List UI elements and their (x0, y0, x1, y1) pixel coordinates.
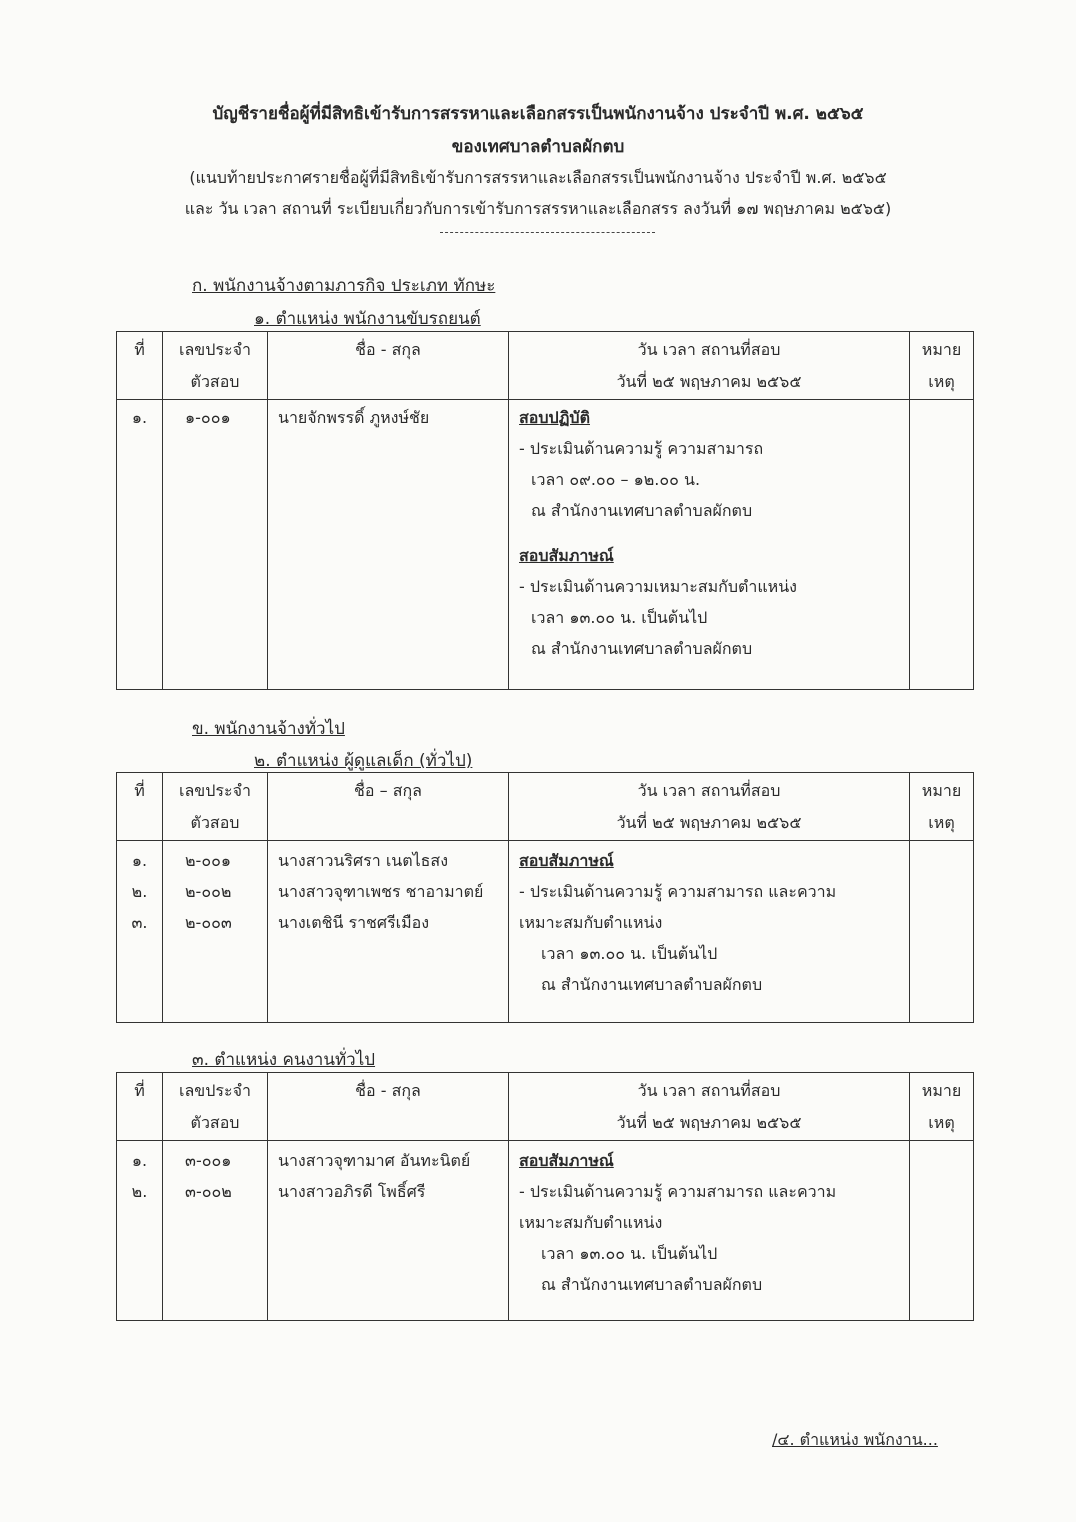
cell-exam: สอบปฏิบัติ - ประเมินด้านความรู้ ความสามารถ เวลา ๐๙.๐๐ – ๑๒.๐๐ น. ณ สำนักงานเทศบาลตำบลผักตบ สอบสัมภาษณ์ - ประเมินด้านความเหมาะสมกับตำแหน่ง เวลา ๑๓.๐๐ น. เป็นต้นไป ณ สำนักงานเทศบาลตำบลผักตบ (509, 400, 910, 690)
doc-subtitle-1: (แนบท้ายประกาศรายชื่อผู้ที่มีสิทธิเข้ารับการสรรหาและเลือกสรรเป็นพนักงานจ้าง ประจำปี พ.ศ. ๒๕๖๕ (189, 168, 887, 187)
cell-name: นางสาวนริศรา เนตไธสง นางสาวจุฑาเพชร ชาอามาตย์ นางเตชินี ราชศรีเมือง (268, 841, 509, 1023)
col-name-header: ชื่อ - สกุล (268, 1073, 509, 1141)
table-header-row (117, 1073, 974, 1141)
col-remark-header: หมาย เหตุ (910, 773, 974, 841)
cell-name: นางสาวจุฑามาศ อันทะนิตย์ นางสาวอภิรดี โพธิ์ศรี (268, 1141, 509, 1321)
cell-no: ๑. ๒. ๓. (117, 841, 163, 1023)
table-a (116, 331, 974, 690)
divider (440, 232, 655, 233)
table-header-row (117, 332, 974, 400)
col-name-header: ชื่อ – สกุล (268, 773, 509, 841)
cell-name: นายจักพรรดิ์ ภูหงษ์ชัย (268, 400, 509, 690)
col-id-header: เลขประจำ ตัวสอบ (163, 1073, 268, 1141)
section-b-title: ข. พนักงานจ้างทั่วไป (192, 719, 345, 739)
col-no-header: ที่ (117, 773, 163, 841)
table-c (116, 1072, 974, 1321)
section-a-position: ๑. ตำแหน่ง พนักงานขับรถยนต์ (254, 309, 481, 329)
cell-no: ๑. (117, 400, 163, 690)
page-continuation: /๔. ตำแหน่ง พนักงาน... (772, 1430, 938, 1449)
col-exam-header: วัน เวลา สถานที่สอบ วันที่ ๒๕ พฤษภาคม ๒๕๖๕ (509, 332, 910, 400)
cell-exam: สอบสัมภาษณ์ - ประเมินด้านความรู้ ความสามารถ และความ เหมาะสมกับตำแหน่ง เวลา ๑๓.๐๐ น. เป็นต้นไป ณ สำนักงานเทศบาลตำบลผักตบ (509, 841, 910, 1023)
cell-no: ๑. ๒. (117, 1141, 163, 1321)
cell-remark (910, 841, 974, 1023)
cell-remark (910, 1141, 974, 1321)
section-b-position: ๒. ตำแหน่ง ผู้ดูแลเด็ก (ทั่วไป) (254, 751, 473, 771)
col-remark-header: หมาย เหตุ (910, 332, 974, 400)
col-no-header: ที่ (117, 1073, 163, 1141)
cell-id: ๓-๐๐๑ ๓-๐๐๒ (163, 1141, 268, 1321)
doc-subtitle-2: และ วัน เวลา สถานที่ ระเบียบเกี่ยวกับการเข้ารับการสรรหาและเลือกสรร ลงวันที่ ๑๗ พฤษภาคม ๒๕๖๕) (184, 199, 892, 218)
col-no-header: ที่ (117, 332, 163, 400)
section-a-title: ก. พนักงานจ้างตามภารกิจ ประเภท ทักษะ (192, 276, 496, 296)
col-remark-header: หมาย เหตุ (910, 1073, 974, 1141)
section-c-position: ๓. ตำแหน่ง คนงานทั่วไป (192, 1050, 376, 1070)
doc-title: บัญชีรายชื่อผู้ที่มีสิทธิเข้ารับการสรรหาและเลือกสรรเป็นพนักงานจ้าง ประจำปี พ.ศ. ๒๕๖๕ (212, 104, 864, 124)
col-exam-header: วัน เวลา สถานที่สอบ วันที่ ๒๕ พฤษภาคม ๒๕๖๕ (509, 1073, 910, 1141)
table-row (117, 400, 974, 690)
doc-title-org: ของเทศบาลตำบลผักตบ (451, 137, 625, 157)
table-row (117, 1141, 974, 1321)
cell-remark (910, 400, 974, 690)
col-id-header: เลขประจำ ตัวสอบ (163, 773, 268, 841)
cell-exam: สอบสัมภาษณ์ - ประเมินด้านความรู้ ความสามารถ และความ เหมาะสมกับตำแหน่ง เวลา ๑๓.๐๐ น. เป็นต้นไป ณ สำนักงานเทศบาลตำบลผักตบ (509, 1141, 910, 1321)
col-name-header: ชื่อ - สกุล (268, 332, 509, 400)
table-row (117, 841, 974, 1023)
cell-id: ๒-๐๐๑ ๒-๐๐๒ ๒-๐๐๓ (163, 841, 268, 1023)
col-id-header: เลขประจำ ตัวสอบ (163, 332, 268, 400)
table-header-row (117, 773, 974, 841)
table-b (116, 772, 974, 1023)
cell-id: ๑-๐๐๑ (163, 400, 268, 690)
col-exam-header: วัน เวลา สถานที่สอบ วันที่ ๒๕ พฤษภาคม ๒๕๖๕ (509, 773, 910, 841)
